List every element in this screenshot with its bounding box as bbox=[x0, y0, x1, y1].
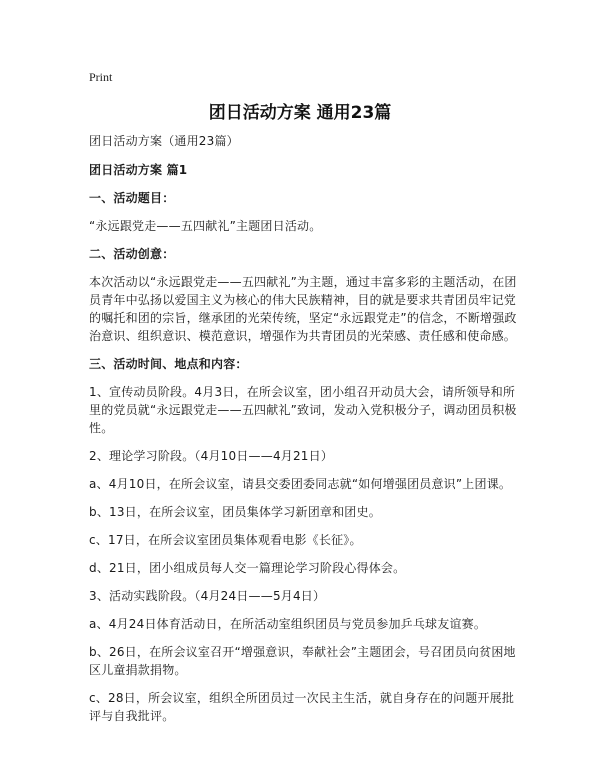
page-title: 团日活动方案 通用23篇 bbox=[208, 103, 392, 123]
document-subtitle: 团日活动方案（通用23篇） bbox=[89, 134, 239, 148]
paragraph: c、17日，在所会议室团员集体观看电影《长征》。 bbox=[89, 533, 362, 547]
document-body bbox=[89, 132, 519, 735]
paragraph: b、13日，在所会议室，团员集体学习新团章和团史。 bbox=[89, 505, 381, 519]
heading-activity-topic: 一、活动题目： bbox=[89, 191, 175, 205]
paragraph: 2、理论学习阶段。（4月10日——4月21日） bbox=[89, 449, 334, 463]
paragraph: b、26日，在所会议室召开“增强意识，奉献社会”主题团会，号召团员向贫困地区儿童捐款捐物。 bbox=[89, 645, 516, 677]
paragraph: 3、活动实践阶段。（4月24日——5月4日） bbox=[89, 589, 326, 603]
paragraph: “永远跟党走——五四献礼”主题团日活动。 bbox=[89, 219, 322, 233]
paragraph: 本次活动以“永远跟党走——五四献礼”为主题，通过丰富多彩的主题活动，在团员青年中弘扬以爱国主义为核心的伟大民族精神，目的就是要求共青团员牢记党的嘱托和团的宗旨，继承团的光荣传统，坚定“永远跟党走”的信念，不断增强政治意识、组织意识、模范意识，增强作为共青团员的光荣感、责任感和使命感。 bbox=[89, 275, 517, 343]
paragraph: a、4月24日体育活动日，在所活动室组织团员与党员参加乒乓球友谊赛。 bbox=[89, 617, 487, 631]
heading-activity-idea: 二、活动创意： bbox=[89, 247, 175, 261]
paragraph: a、4月10日，在所会议室，请县交委团委同志就“如何增强团员意识”上团课。 bbox=[89, 477, 512, 491]
heading-time-place-content: 三、活动时间、地点和内容： bbox=[89, 357, 248, 371]
paragraph: 1、宣传动员阶段。4月3日，在所会议室，团小组召开动员大会，请所领导和所里的党员就“永远跟党走——五四献礼”致词，发动入党积极分子，调动团员积极性。 bbox=[89, 385, 517, 435]
paragraph: c、28日，所会议室，组织全所团员过一次民主生活，就自身存在的问题开展批评与自我批评。 bbox=[89, 691, 515, 723]
print-label: Print bbox=[89, 70, 113, 84]
paragraph: d、21日，团小组成员每人交一篇理论学习阶段心得体会。 bbox=[89, 561, 406, 575]
section-title: 团日活动方案 篇1 bbox=[89, 163, 188, 177]
